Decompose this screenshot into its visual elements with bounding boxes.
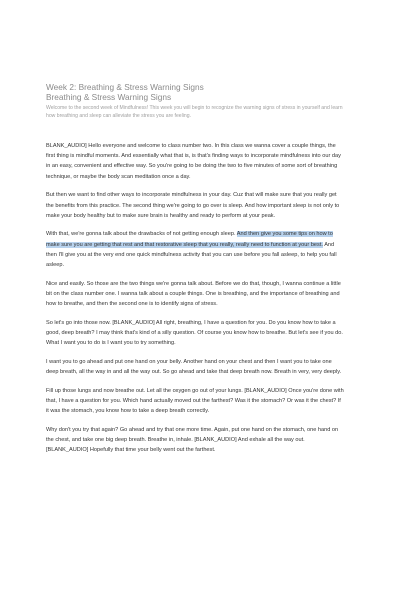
highlighted-text[interactable]: And then give you some tips on how to make sure you are getting that rest and that restorative sleep that you really, really need to function at your best. <box>46 231 333 248</box>
paragraph-3-text-end: And then I'll give you at the very end one quick mindfulness activity that you can use before you fall asleep, to help you fall asleep. <box>46 241 337 269</box>
transcript-paragraph-5: So let's go into those now. [BLANK_AUDIO] All right, breathing, I have a question for you. Do you know how to take a good, deep breath? I may think that's kind of a silly question. Of course you know how to breathe. But let's see if you do. What I want you to do is I want you to try something. <box>46 319 343 347</box>
transcript-paragraph-7: Fill up those lungs and now breathe out. Let all the oxygen go out of your lungs. [BLANK_AUDIO] Once you're done with that, I have a question for you. Which hand actually moved out the farthest? Was it the stomach? Or was it the chest? If it was the stomach, you know how to take a deep breath correctly. <box>46 387 344 415</box>
transcript-paragraph-1: BLANK_AUDIO] Hello everyone and welcome to class number two. In this class we wanna cover a couple things, the first thing is mindful moments. And essentially what that is, is that's finding ways to incorporate mindfulness into our day in an easy, convenient and effective way. So you're going to be doing the two to five minutes of some sort of breathing technique, or maybe the body scan meditation once a day. <box>46 143 341 180</box>
transcript-paragraph-3 <box>46 229 344 270</box>
transcript-paragraph-4: Nice and easily. So those are the two things we're gonna talk about. Before we do that, though, I wanna continue a little bit on the class number one. I wanna talk about a couple things. One is breathing, and the importance of breathing and how to breathe, and then the second one is to identify signs of stress. <box>46 280 341 308</box>
transcript-paragraph-2: But then we want to find other ways to incorporate mindfulness in your day. Cuz that will make sure that you really get the benefits from this practice. The second thing we're going to go over is sleep. And how important sleep is not only to make your body healthy but to make sure brain is healthy and ready to perform at your peak. <box>46 192 340 219</box>
week-title: Week 2: Breathing & Stress Warning Signs <box>46 82 204 92</box>
intro-text: Welcome to the second week of Mindfulness! This week you will begin to recognize the warning signs of stress in yourself and learn how breathing and sleep can alleviate the stress you are feeling. <box>46 105 343 119</box>
lesson-subtitle: Breathing & Stress Warning Signs <box>46 92 172 102</box>
transcript-paragraph-6: I want you to go ahead and put one hand on your belly. Another hand on your chest and then I want you to take one deep breath, all the way in and all the way out. So go ahead and take that deep breath now. Breath in very, very deeply. <box>46 358 342 376</box>
paragraph-3-text-start: With that, we're gonna talk about the drawbacks of not getting enough sleep. <box>46 231 237 238</box>
transcript-paragraph-8: Why don't you try that again? Go ahead and try that one more time. Again, put one hand on the stomach, one hand on the chest, and take one big deep breath. Breathe in, inhale. [BLANK_AUDIO] And exhale all the way out. [BLANK_AUDIO] Hopefully that time your belly went out the farthest. <box>46 426 339 454</box>
